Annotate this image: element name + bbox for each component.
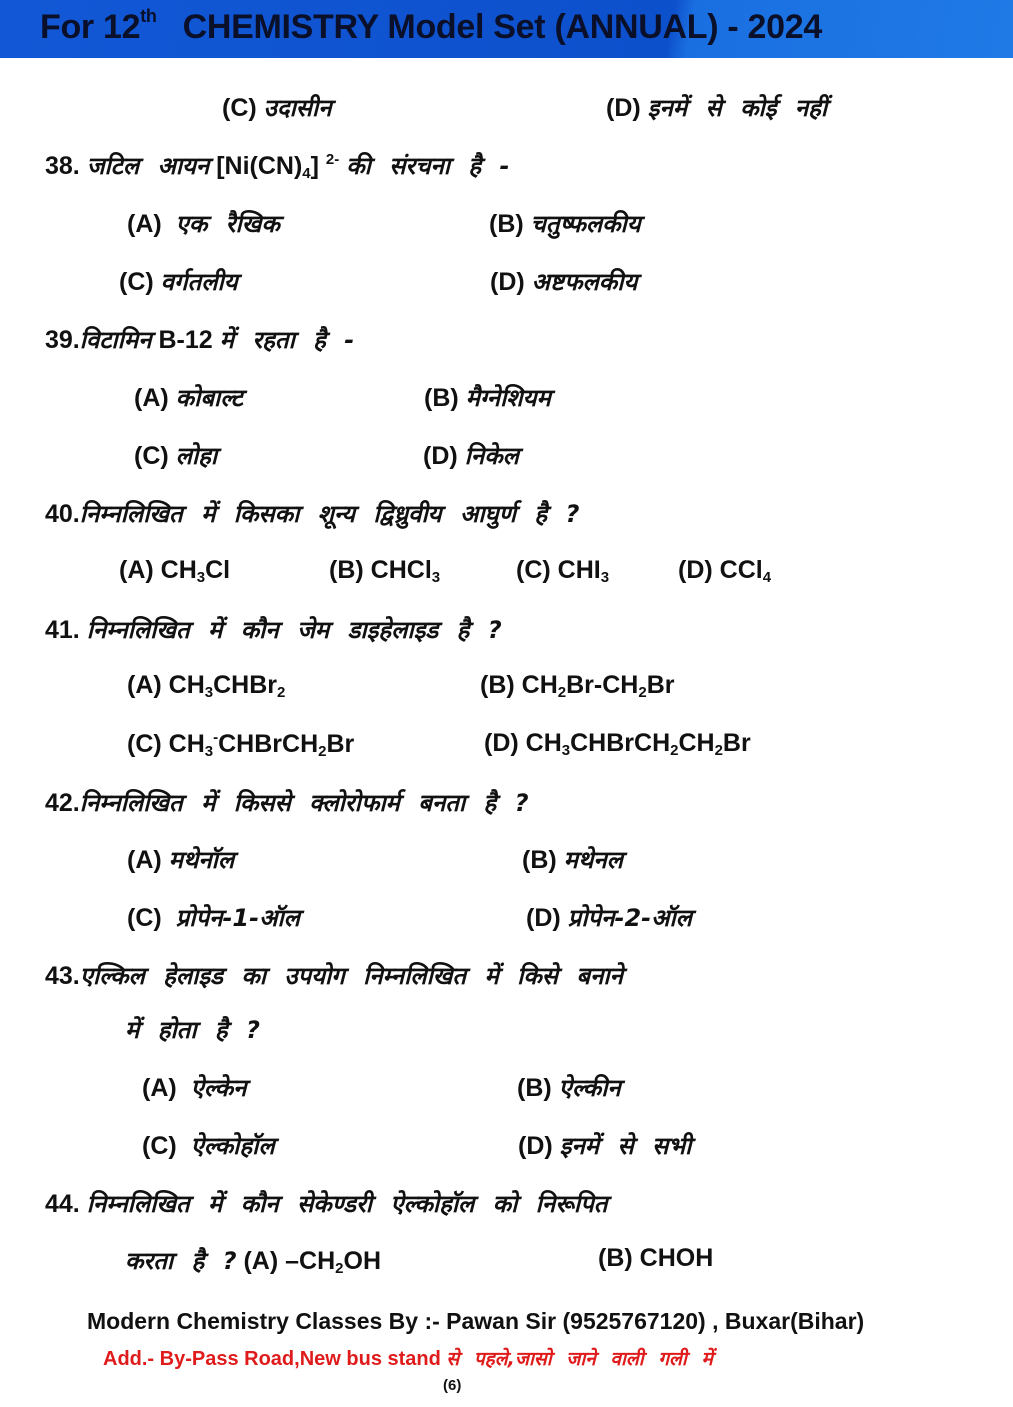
option-text: अष्टफलकीय xyxy=(531,268,638,296)
question-text: निम्नलिखित में कौन सेकेण्डरी ऐल्कोहॉल को निरूपित xyxy=(86,1190,608,1218)
option-label: (A) xyxy=(119,556,154,584)
question-text: विटामिन xyxy=(79,326,152,354)
option-text: चतुष्फलकीय xyxy=(530,210,641,238)
question-number: 39. xyxy=(45,326,80,354)
question-number: 42. xyxy=(45,789,80,817)
formula-sub: 2 xyxy=(277,684,286,701)
formula-sub: 4 xyxy=(302,165,311,182)
formula-part: CH xyxy=(678,729,715,757)
option-text: लोहा xyxy=(175,442,218,470)
option-label: (D) xyxy=(518,1132,553,1160)
question-text: में होता है ? xyxy=(125,1016,260,1044)
page-title xyxy=(40,8,822,47)
formula-part: Cl xyxy=(205,556,231,584)
question-number: 40. xyxy=(45,500,80,528)
formula-sub: 3 xyxy=(196,569,206,586)
formula-sub: 2 xyxy=(318,743,327,760)
formula-sub: 2 xyxy=(638,684,647,701)
option-text: एक रैखिक xyxy=(175,210,280,238)
q43-option-c xyxy=(142,1129,275,1162)
option-label: (C) xyxy=(119,268,154,296)
option-label: (C) xyxy=(222,94,257,122)
q39-option-c xyxy=(134,439,217,472)
formula-sup: - xyxy=(213,729,219,746)
question-number: 41. xyxy=(45,616,80,644)
question-text: निम्नलिखित में किससे क्लोरोफार्म बनता है ? xyxy=(79,789,529,817)
q41-option-b xyxy=(480,671,674,701)
q43-option-b xyxy=(517,1071,621,1104)
q40-option-b xyxy=(329,556,440,586)
q42-option-b xyxy=(522,843,623,876)
question-39 xyxy=(45,323,354,356)
formula-close: ] xyxy=(310,152,319,180)
option-text: ऐल्कोहॉल xyxy=(190,1132,275,1160)
title-sup: th xyxy=(140,6,157,26)
question-38 xyxy=(45,149,509,182)
formula-sub: 2 xyxy=(335,1260,344,1277)
option-label: (C) xyxy=(134,442,169,470)
q44-option-b xyxy=(598,1244,713,1273)
formula-part: CH xyxy=(525,729,562,757)
option-text: मथेनॉल xyxy=(168,846,235,874)
formula-part: Br xyxy=(646,671,675,699)
option-label: (D) xyxy=(490,268,525,296)
option-label: (C) xyxy=(142,1132,177,1160)
formula-part: CHOH xyxy=(639,1244,714,1272)
option-text: प्रोपेन-2-ऑल xyxy=(567,904,692,932)
formula xyxy=(216,152,339,180)
question-number: 38. xyxy=(45,152,80,180)
option-label: (A) xyxy=(127,210,162,238)
question-43 xyxy=(45,959,623,992)
question-40 xyxy=(45,497,579,530)
q39-option-a xyxy=(134,381,243,414)
option-label: (D) xyxy=(423,442,458,470)
q40-option-c xyxy=(516,556,609,586)
option-text: मथेनल xyxy=(563,846,623,874)
question-42 xyxy=(45,786,529,819)
q38-option-d xyxy=(490,265,637,298)
q38-option-a xyxy=(127,207,280,240)
question-41 xyxy=(45,613,502,646)
formula-part: CHI xyxy=(557,556,601,584)
option-label: (A) xyxy=(142,1074,177,1102)
option-label: (A) xyxy=(134,384,169,412)
page-number: (6) xyxy=(443,1377,462,1394)
formula-part: Br-CH xyxy=(566,671,639,699)
option-text: मैग्नेशियम xyxy=(465,384,551,412)
q40-option-a xyxy=(119,556,230,586)
option-text: उदासीन xyxy=(263,94,332,122)
formula-sub: 3 xyxy=(600,569,610,586)
option-text: इनमें से सभी xyxy=(559,1132,692,1160)
formula-sub: 2 xyxy=(557,684,567,701)
formula-sub: 2 xyxy=(670,742,679,759)
q41-option-a xyxy=(127,671,285,701)
option-text: ऐल्कीन xyxy=(558,1074,621,1102)
formula-part: CHBr xyxy=(213,671,278,699)
option-label: (D) xyxy=(606,94,641,122)
formula-part: OH xyxy=(343,1247,382,1275)
formula-sub: 2 xyxy=(714,742,723,759)
option-label: (D) xyxy=(484,729,519,757)
q42-option-d xyxy=(526,901,692,934)
formula-part: CH xyxy=(521,671,558,699)
formula-part: CHCl xyxy=(370,556,432,584)
option-label: (B) xyxy=(329,556,364,584)
question-text: में रहता है - xyxy=(219,326,355,354)
option-label: (D) xyxy=(678,556,713,584)
formula-sub: 3 xyxy=(431,569,441,586)
formula-sub: 3 xyxy=(561,742,571,759)
option-label: (C) xyxy=(127,730,162,758)
option-label: (D) xyxy=(526,904,561,932)
title-class: For 12 xyxy=(40,8,141,46)
option-label: (B) xyxy=(489,210,524,238)
option-label: (A) xyxy=(243,1247,279,1275)
q38-option-b xyxy=(489,207,641,240)
question-43-line2 xyxy=(125,1013,260,1046)
formula-part: CHBrCH xyxy=(218,730,319,758)
formula: B-12 xyxy=(158,326,213,354)
option-label: (B) xyxy=(522,846,557,874)
q38-option-c xyxy=(119,265,238,298)
q39-option-d xyxy=(423,439,519,472)
formula-sub: 3 xyxy=(204,684,214,701)
title-text: CHEMISTRY Model Set (ANNUAL) - 2024 xyxy=(182,8,822,46)
formula-part: –CH xyxy=(285,1247,336,1275)
option-label: (B) xyxy=(517,1074,552,1102)
q41-option-c xyxy=(127,729,354,760)
address-english: Add.- By-Pass Road,New bus stand xyxy=(103,1348,441,1370)
formula-part: Br xyxy=(722,729,751,757)
option-text: इनमें से कोई नहीं xyxy=(647,94,828,122)
address-hindi: से पहले,जासो जाने वाली गली में xyxy=(446,1348,713,1370)
formula-part: CH xyxy=(168,671,205,699)
option-label: (C) xyxy=(516,556,551,584)
option-label: (B) xyxy=(424,384,459,412)
q43-option-a xyxy=(142,1071,246,1104)
formula-part: CH xyxy=(168,730,205,758)
question-text: करता है ? xyxy=(125,1247,237,1275)
q44-option-a xyxy=(243,1247,381,1275)
option-label: (C) xyxy=(127,904,162,932)
option-text: प्रोपेन-1-ऑल xyxy=(175,904,300,932)
formula-main: [Ni(CN) xyxy=(216,152,303,180)
q41-option-d xyxy=(484,729,751,759)
option-label: (A) xyxy=(127,671,162,699)
option-label: (B) xyxy=(598,1244,633,1272)
formula-sup: 2- xyxy=(325,151,340,168)
question-text: निम्नलिखित में कौन जेम डाइहेलाइड है ? xyxy=(86,616,502,644)
formula-sub: 4 xyxy=(762,569,772,586)
header-banner xyxy=(0,0,1013,58)
footer-address xyxy=(103,1345,713,1371)
q37-option-c xyxy=(222,91,332,124)
q39-option-b xyxy=(424,381,551,414)
q42-option-c xyxy=(127,901,300,934)
question-number: 43. xyxy=(45,962,80,990)
formula-part: CH xyxy=(160,556,197,584)
question-text: निम्नलिखित में किसका शून्य द्विध्रुवीय आघुर्ण है ? xyxy=(79,500,580,528)
formula-part: CHBrCH xyxy=(570,729,671,757)
option-text: ऐल्केन xyxy=(190,1074,247,1102)
option-text: वर्गतलीय xyxy=(160,268,238,296)
question-44-line2 xyxy=(125,1244,381,1277)
formula-part: CCl xyxy=(719,556,763,584)
question-44 xyxy=(45,1187,607,1220)
q43-option-d xyxy=(518,1129,691,1162)
q40-option-d xyxy=(678,556,771,586)
question-text: जटिल आयन xyxy=(86,152,210,180)
option-text: निकेल xyxy=(464,442,519,470)
footer-credit: Modern Chemistry Classes By :- Pawan Sir (9525767120) , Buxar(Bihar) xyxy=(87,1308,865,1334)
formula-part: Br xyxy=(326,730,355,758)
formula-sub: 3 xyxy=(204,743,214,760)
question-text: की संरचना है - xyxy=(346,152,510,180)
option-text: कोबाल्ट xyxy=(175,384,243,412)
question-number: 44. xyxy=(45,1190,80,1218)
option-label: (A) xyxy=(127,846,162,874)
question-text: एल्किल हेलाइड का उपयोग निम्नलिखित में किसे बनाने xyxy=(79,962,623,990)
q37-option-d xyxy=(606,91,827,124)
option-label: (B) xyxy=(480,671,515,699)
q42-option-a xyxy=(127,843,234,876)
